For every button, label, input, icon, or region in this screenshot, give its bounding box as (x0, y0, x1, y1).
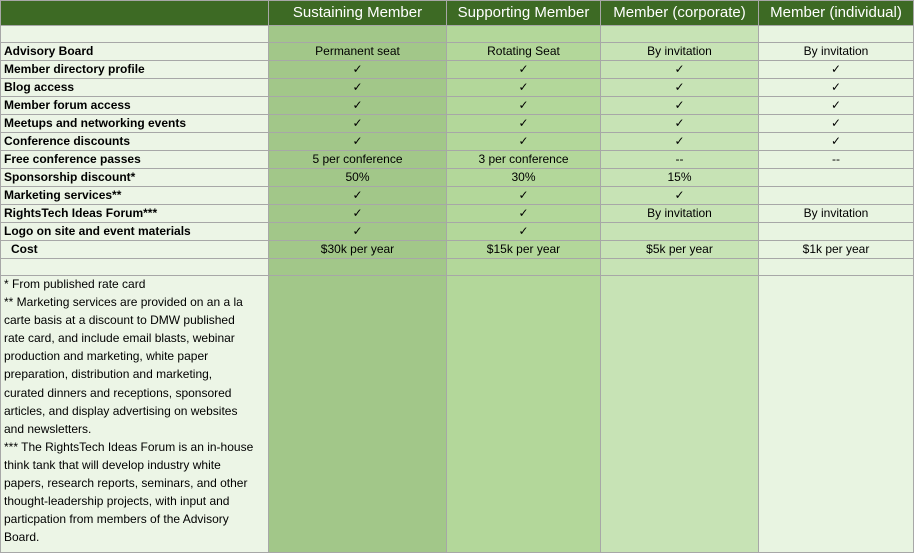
footnote-line: rate card, and include email blasts, webinar (4, 331, 235, 346)
cell-individual[interactable]: ✓ (759, 133, 914, 151)
empty-cell[interactable] (447, 259, 601, 276)
cell-sustaining[interactable]: ✓ (269, 61, 447, 79)
cell-individual[interactable]: ✓ (759, 61, 914, 79)
table-row (1, 115, 914, 133)
cell-supporting[interactable]: ✓ (447, 115, 601, 133)
cell-supporting[interactable]: ✓ (447, 133, 601, 151)
table-row (1, 151, 914, 169)
cell-supporting[interactable]: Rotating Seat (447, 43, 601, 61)
empty-cell[interactable] (269, 276, 447, 553)
spacer-row (1, 26, 914, 43)
cell-individual[interactable] (759, 187, 914, 205)
cost-row (1, 241, 914, 259)
row-label[interactable]: Logo on site and event materials (1, 223, 269, 241)
footnote-line: papers, research reports, seminars, and other (4, 476, 248, 491)
empty-cell[interactable] (269, 26, 447, 43)
cell-individual[interactable] (759, 169, 914, 187)
empty-cell[interactable] (601, 26, 759, 43)
cell-corporate[interactable] (601, 223, 759, 241)
row-label[interactable]: Sponsorship discount* (1, 169, 269, 187)
cell-sustaining[interactable]: ✓ (269, 133, 447, 151)
table-row (1, 61, 914, 79)
cell-sustaining[interactable]: Permanent seat (269, 43, 447, 61)
empty-cell[interactable] (447, 276, 601, 553)
table-row (1, 133, 914, 151)
cost-supporting[interactable]: $15k per year (447, 241, 601, 259)
cell-corporate[interactable]: ✓ (601, 115, 759, 133)
cell-sustaining[interactable]: ✓ (269, 223, 447, 241)
cost-individual[interactable]: $1k per year (759, 241, 914, 259)
cell-supporting[interactable]: 3 per conference (447, 151, 601, 169)
row-label[interactable]: Marketing services** (1, 187, 269, 205)
row-label[interactable]: Advisory Board (1, 43, 269, 61)
cost-label[interactable]: Cost (1, 241, 269, 259)
footnote-line: carte basis at a discount to DMW published (4, 313, 235, 328)
row-label[interactable]: Free conference passes (1, 151, 269, 169)
cost-corporate[interactable]: $5k per year (601, 241, 759, 259)
row-label[interactable]: Conference discounts (1, 133, 269, 151)
table-row (1, 223, 914, 241)
cell-supporting[interactable]: ✓ (447, 61, 601, 79)
table-row (1, 205, 914, 223)
cell-sustaining[interactable]: ✓ (269, 115, 447, 133)
empty-cell[interactable] (759, 276, 914, 553)
cell-individual[interactable]: ✓ (759, 79, 914, 97)
cell-corporate[interactable]: ✓ (601, 133, 759, 151)
header-member-corporate[interactable]: Member (corporate) (601, 1, 759, 26)
spacer-row (1, 259, 914, 276)
cell-individual[interactable]: By invitation (759, 205, 914, 223)
header-supporting-member[interactable]: Supporting Member (447, 1, 601, 26)
header-cell-blank[interactable] (1, 1, 269, 26)
cost-sustaining[interactable]: $30k per year (269, 241, 447, 259)
footnotes-row (1, 276, 914, 553)
footnotes-text (1, 276, 268, 547)
footnote-line: production and marketing, white paper (4, 349, 209, 364)
empty-cell[interactable] (759, 259, 914, 276)
table-row (1, 187, 914, 205)
row-label[interactable]: RightsTech Ideas Forum*** (1, 205, 269, 223)
cell-supporting[interactable]: 30% (447, 169, 601, 187)
footnote-line: * From published rate card (4, 277, 146, 291)
cell-corporate[interactable]: 15% (601, 169, 759, 187)
footnote-line: and newsletters. (4, 421, 92, 436)
empty-cell[interactable] (447, 26, 601, 43)
cell-corporate[interactable]: ✓ (601, 61, 759, 79)
cell-individual[interactable]: -- (759, 151, 914, 169)
row-label[interactable]: Meetups and networking events (1, 115, 269, 133)
cell-supporting[interactable]: ✓ (447, 97, 601, 115)
empty-cell[interactable] (269, 259, 447, 276)
row-label[interactable]: Member directory profile (1, 61, 269, 79)
cell-supporting[interactable]: ✓ (447, 79, 601, 97)
cell-corporate[interactable]: -- (601, 151, 759, 169)
footnote-line: curated dinners and receptions, sponsored (4, 385, 232, 400)
cell-corporate[interactable]: By invitation (601, 43, 759, 61)
empty-cell[interactable] (601, 276, 759, 553)
table-row (1, 43, 914, 61)
cell-individual[interactable]: ✓ (759, 115, 914, 133)
empty-cell[interactable] (601, 259, 759, 276)
cell-sustaining[interactable]: ✓ (269, 205, 447, 223)
cell-corporate[interactable]: By invitation (601, 205, 759, 223)
empty-cell[interactable] (1, 259, 269, 276)
header-member-individual[interactable]: Member (individual) (759, 1, 914, 26)
footnote-line: particpation from members of the Advisory (4, 512, 229, 527)
footnote-line: articles, and display advertising on websites (4, 403, 238, 418)
cell-sustaining[interactable]: ✓ (269, 97, 447, 115)
cell-sustaining[interactable]: 5 per conference (269, 151, 447, 169)
cell-individual[interactable]: ✓ (759, 97, 914, 115)
cell-sustaining[interactable]: ✓ (269, 79, 447, 97)
empty-cell[interactable] (1, 26, 269, 43)
cell-corporate[interactable]: ✓ (601, 79, 759, 97)
row-label[interactable]: Blog access (1, 79, 269, 97)
footnote-line: Board. (4, 530, 40, 545)
table-row (1, 79, 914, 97)
empty-cell[interactable] (759, 26, 914, 43)
footnotes-cell[interactable] (1, 276, 269, 553)
header-row (1, 1, 914, 26)
footnote-line: think tank that will develop industry white (4, 457, 221, 472)
cell-supporting[interactable]: ✓ (447, 223, 601, 241)
table-row (1, 169, 914, 187)
cell-individual[interactable] (759, 223, 914, 241)
header-sustaining-member[interactable]: Sustaining Member (269, 1, 447, 26)
cell-sustaining[interactable]: ✓ (269, 187, 447, 205)
row-label[interactable]: Member forum access (1, 97, 269, 115)
cell-corporate[interactable]: ✓ (601, 187, 759, 205)
footnote-line: *** The RightsTech Ideas Forum is an in-house (4, 439, 254, 454)
cell-corporate[interactable]: ✓ (601, 97, 759, 115)
footnote-line: ** Marketing services are provided on an a la (4, 295, 243, 310)
cell-supporting[interactable]: ✓ (447, 205, 601, 223)
cell-supporting[interactable]: ✓ (447, 187, 601, 205)
cell-individual[interactable]: By invitation (759, 43, 914, 61)
footnote-line: preparation, distribution and marketing, (4, 367, 213, 382)
footnote-line: thought-leadership projects, with input and (4, 494, 230, 509)
cell-sustaining[interactable]: 50% (269, 169, 447, 187)
table-row (1, 97, 914, 115)
